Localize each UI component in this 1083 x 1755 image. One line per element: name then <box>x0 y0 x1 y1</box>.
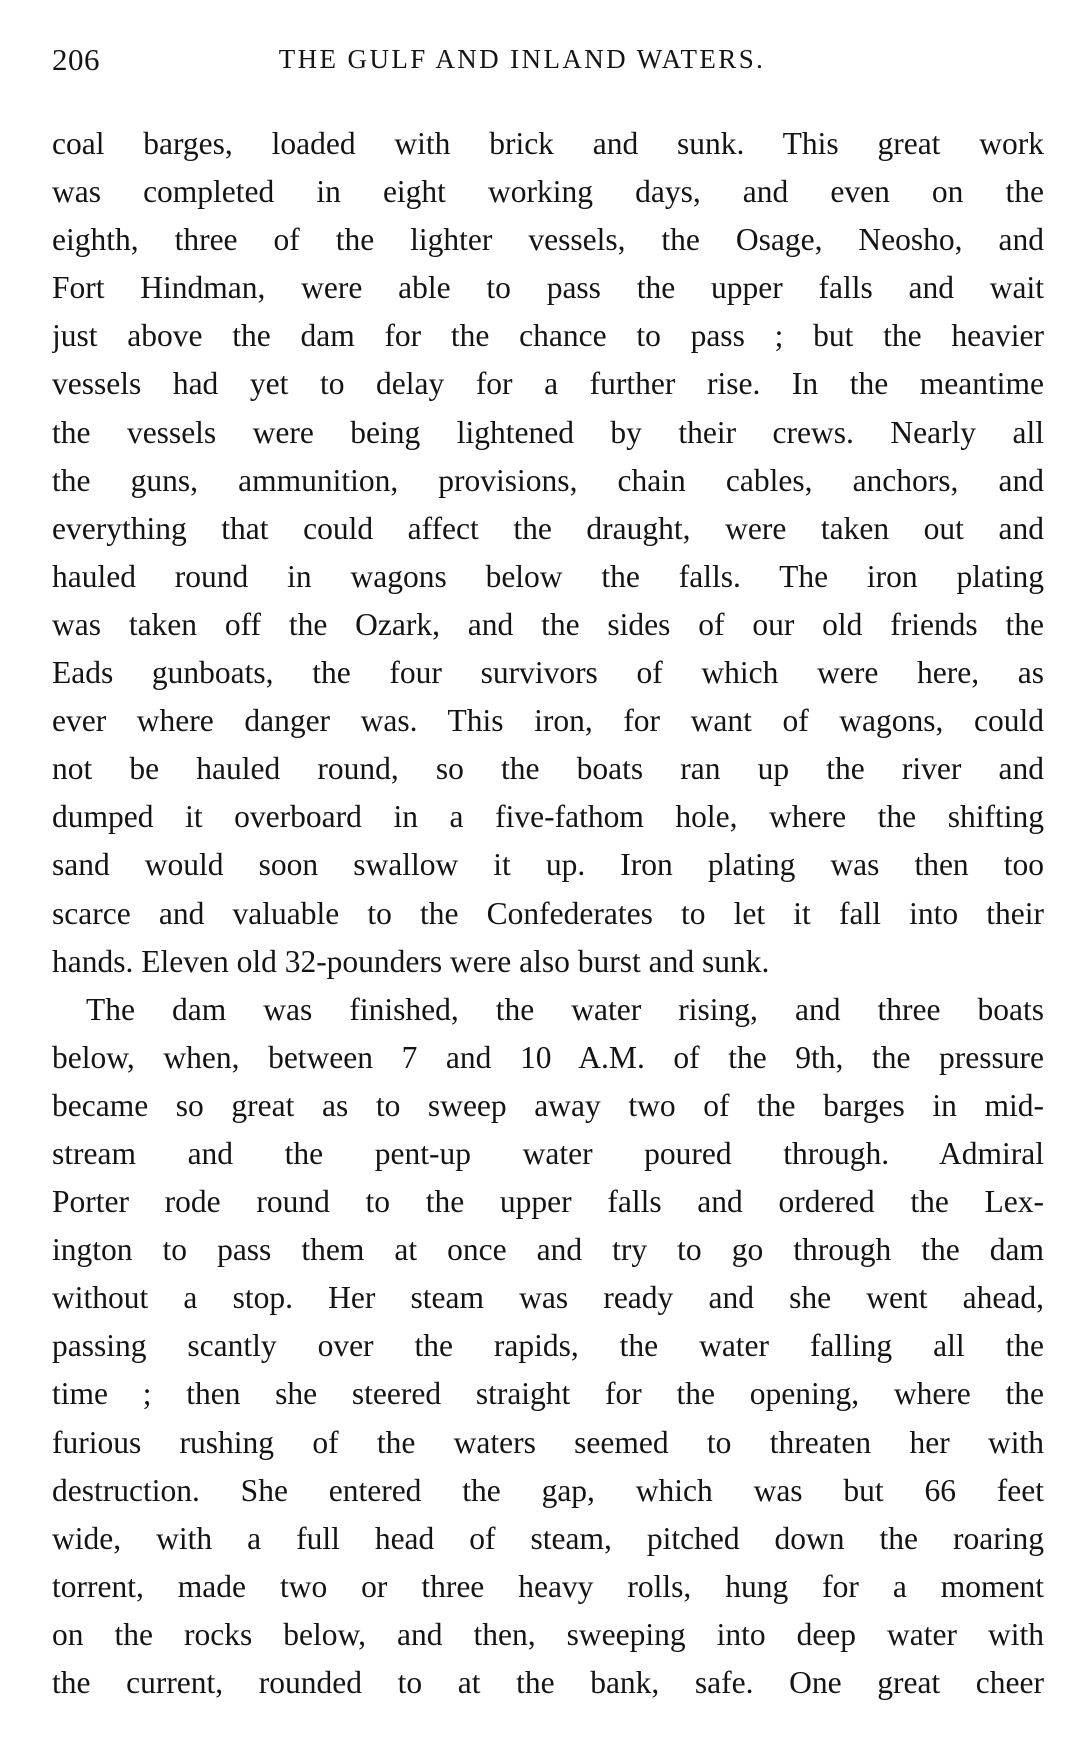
text-line: Porter rode round to the upper falls and ordered the Lex- <box>52 1184 1044 1220</box>
text-line: hands. Eleven old 32-pounders were also burst and sunk. <box>52 943 770 979</box>
text-line: passing scantly over the rapids, the water falling all the <box>52 1328 1044 1364</box>
paragraph <box>52 120 1044 986</box>
text-line: ever where danger was. This iron, for want of wagons, could <box>52 703 1044 739</box>
text-line: destruction. She entered the gap, which was but 66 feet <box>52 1472 1044 1508</box>
text-line: time ; then she steered straight for the opening, where the <box>52 1376 1044 1412</box>
text-line: coal barges, loaded with brick and sunk. This great work <box>52 126 1044 161</box>
text-line: wide, with a full head of steam, pitched down the roaring <box>52 1520 1044 1556</box>
text-line: furious rushing of the waters seemed to threaten her with <box>52 1424 1044 1460</box>
text-line: the current, rounded to at the bank, safe. One great cheer <box>52 1665 1044 1700</box>
text-line: the vessels were being lightened by their crews. Nearly all <box>52 414 1044 450</box>
text-line: below, when, between 7 and 10 A.M. of the 9th, the pressure <box>52 1039 1044 1075</box>
body-text <box>52 120 1044 1707</box>
text-line: ington to pass them at once and try to go through the dam <box>52 1232 1044 1268</box>
text-line: on the rocks below, and then, sweeping into deep water with <box>52 1616 1044 1652</box>
text-line: stream and the pent-up water poured through. Admiral <box>52 1135 1044 1171</box>
text-line: vessels had yet to delay for a further rise. In the meantime <box>52 366 1044 402</box>
text-line: became so great as to sweep away two of the barges in mid- <box>52 1087 1044 1123</box>
text-line: Eads gunboats, the four survivors of which were here, as <box>52 655 1044 691</box>
text-line: everything that could affect the draught, were taken out and <box>52 510 1044 546</box>
text-line: hauled round in wagons below the falls. The iron plating <box>52 558 1044 594</box>
text-line: the guns, ammunition, provisions, chain cables, anchors, and <box>52 462 1044 498</box>
text-line: The dam was finished, the water rising, and three boats <box>86 991 1044 1027</box>
page-header <box>52 42 992 82</box>
text-line: without a stop. Her steam was ready and she went ahead, <box>52 1280 1044 1316</box>
running-head: THE GULF AND INLAND WATERS. <box>278 44 766 74</box>
text-line: was taken off the Ozark, and the sides of our old friends the <box>52 606 1044 642</box>
text-line: just above the dam for the chance to pass ; but the heavier <box>52 318 1044 354</box>
text-line: was completed in eight working days, and even on the <box>52 174 1044 210</box>
paragraph <box>52 986 1044 1707</box>
page-number: 206 <box>52 42 100 77</box>
text-line: torrent, made two or three heavy rolls, hung for a moment <box>52 1568 1044 1604</box>
text-line: dumped it overboard in a five-fathom hole, where the shifting <box>52 799 1044 835</box>
text-line: sand would soon swallow it up. Iron plating was then too <box>52 847 1044 883</box>
text-line: scarce and valuable to the Confederates to let it fall into their <box>52 895 1044 931</box>
text-line: eighth, three of the lighter vessels, the Osage, Neosho, and <box>52 222 1044 258</box>
text-line: Fort Hindman, were able to pass the upper falls and wait <box>52 270 1044 306</box>
text-line: not be hauled round, so the boats ran up the river and <box>52 751 1044 787</box>
